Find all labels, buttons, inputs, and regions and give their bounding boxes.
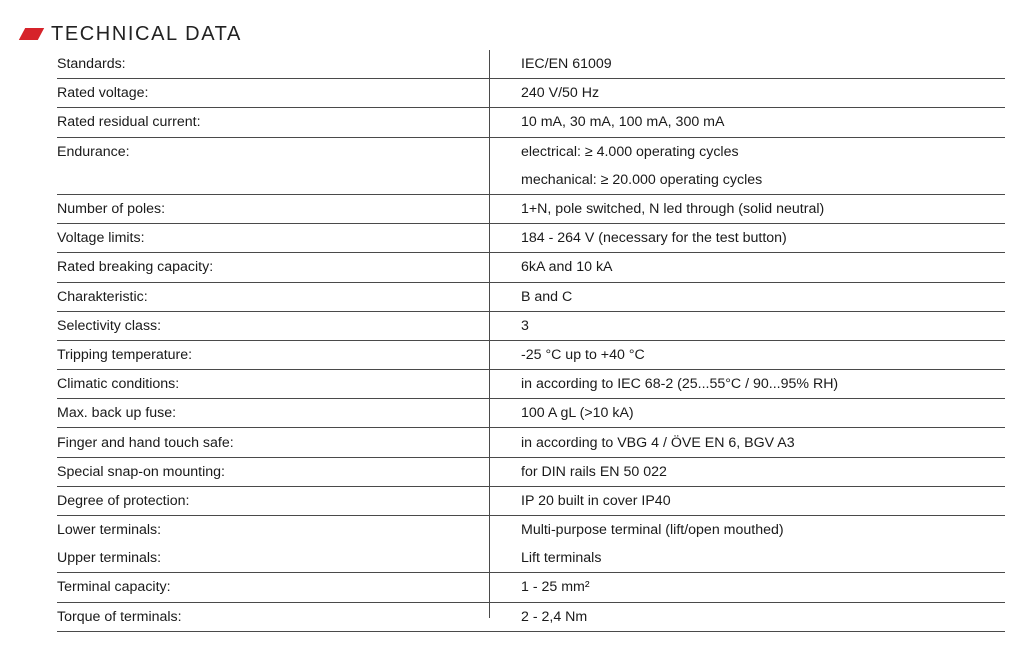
table-row-climatic-conditions	[57, 370, 1005, 399]
table-row-endurance	[57, 138, 1005, 195]
section-title: TECHNICAL DATA	[51, 22, 242, 45]
table-row-rated-voltage	[57, 79, 1005, 108]
row-label: Selectivity class:	[57, 317, 162, 334]
section-heading	[18, 22, 242, 46]
row-label: Special snap-on mounting:	[57, 463, 225, 480]
row-value: IEC/EN 61009	[521, 56, 612, 73]
row-value: in according to VBG 4 / ÖVE EN 6, BGV A3	[521, 434, 795, 451]
column-divider	[489, 50, 490, 618]
table-row-degree-of-protection	[57, 487, 1005, 516]
row-label: Endurance:	[57, 143, 130, 160]
row-label: Finger and hand touch safe:	[57, 434, 234, 451]
row-value: 1+N, pole switched, N led through (solid neutral)	[521, 201, 825, 218]
row-label-upper-terminals: Upper terminals:	[57, 550, 162, 567]
table-row-torque-of-terminals	[57, 603, 1005, 632]
row-value: 240 V/50 Hz	[521, 85, 600, 102]
row-label-lower-terminals: Lower terminals:	[57, 522, 162, 539]
row-label: Charakteristic:	[57, 288, 148, 305]
row-value: in according to IEC 68-2 (25...55°C / 90...95% RH)	[521, 376, 839, 393]
row-value: 100 A gL (>10 kA)	[521, 405, 634, 422]
row-value-upper-terminals: Lift terminals	[521, 550, 602, 567]
row-value: 10 mA, 30 mA, 100 mA, 300 mA	[521, 114, 725, 131]
row-value-electrical: electrical: ≥ 4.000 operating cycles	[521, 143, 739, 160]
row-value: 2 - 2,4 Nm	[521, 608, 588, 625]
row-value: 3	[521, 317, 529, 334]
table-row-snap-on-mounting	[57, 458, 1005, 487]
table-row-voltage-limits	[57, 224, 1005, 253]
row-label: Terminal capacity:	[57, 579, 171, 596]
table-row-terminals	[57, 516, 1005, 573]
row-value: for DIN rails EN 50 022	[521, 463, 667, 480]
row-label: Climatic conditions:	[57, 376, 180, 393]
row-value: IP 20 built in cover IP40	[521, 492, 671, 509]
row-value-lower-terminals: Multi-purpose terminal (lift/open mouthed)	[521, 522, 784, 539]
table-row-selectivity-class	[57, 312, 1005, 341]
row-label: Standards:	[57, 56, 126, 73]
row-label: Degree of protection:	[57, 492, 190, 509]
table-row-rated-residual-current	[57, 108, 1005, 137]
row-value: 6kA and 10 kA	[521, 259, 613, 276]
row-label: Max. back up fuse:	[57, 405, 177, 422]
technical-data-table	[57, 50, 1005, 632]
row-label: Tripping temperature:	[57, 346, 193, 363]
table-row-touch-safe	[57, 428, 1005, 457]
row-value: -25 °C up to +40 °C	[521, 346, 645, 363]
row-value: B and C	[521, 288, 573, 305]
table-row-rated-breaking-capacity	[57, 253, 1005, 282]
row-label: Rated residual current:	[57, 114, 201, 131]
row-label: Voltage limits:	[57, 230, 145, 247]
row-value: 1 - 25 mm²	[521, 579, 590, 596]
table-row-number-of-poles	[57, 195, 1005, 224]
row-label: Rated voltage:	[57, 85, 149, 102]
row-label: Number of poles:	[57, 201, 166, 218]
table-row-charakteristic	[57, 283, 1005, 312]
row-value: 184 - 264 V (necessary for the test button)	[521, 230, 787, 247]
table-row-max-back-up-fuse	[57, 399, 1005, 428]
red-parallelogram-icon	[19, 28, 44, 40]
row-label: Rated breaking capacity:	[57, 259, 214, 276]
table-row-standards	[57, 50, 1005, 79]
table-row-tripping-temperature	[57, 341, 1005, 370]
row-value-mechanical: mechanical: ≥ 20.000 operating cycles	[521, 171, 763, 188]
row-label: Torque of terminals:	[57, 608, 182, 625]
table-row-terminal-capacity	[57, 573, 1005, 602]
